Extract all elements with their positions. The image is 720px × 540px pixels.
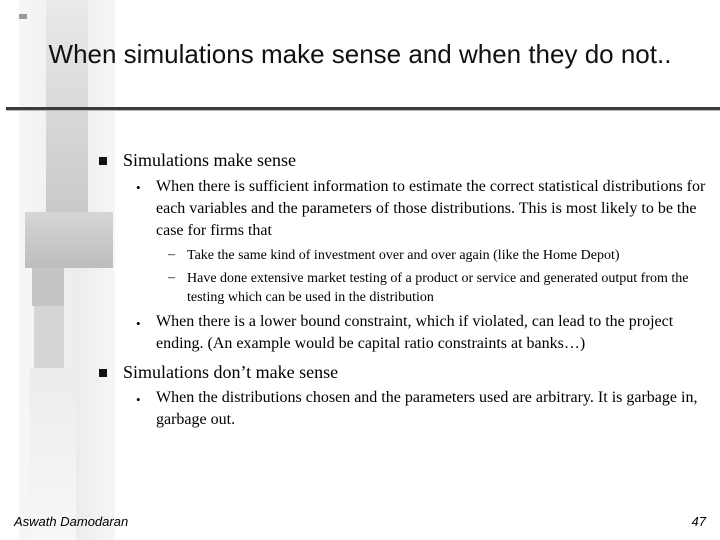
bullet-dot-icon: • — [136, 180, 141, 195]
page-number: 47 — [691, 514, 706, 529]
sub-point: Have done extensive market testing of a product or service and generated output from the testing which can be used in the distribution — [187, 271, 689, 305]
bullet-point: When there is a lower bound constraint, which if violated, can lead to the project ending. (An example would be capital ratio constraints at banks…) — [156, 313, 674, 352]
bullet-dot-icon: • — [136, 392, 141, 407]
dash-bullet-icon: – — [168, 247, 175, 262]
dash-bullet-icon: – — [168, 270, 175, 285]
slide-title: When simulations make sense and when they do not.. — [48, 39, 672, 69]
square-bullet-icon — [99, 157, 107, 165]
bullet-dot-icon: • — [136, 316, 141, 331]
section-heading: Simulations make sense — [123, 150, 296, 170]
bullet-point: When the distributions chosen and the parameters used are arbitrary. It is garbage in, garbage out. — [156, 389, 698, 428]
bullet-point: When there is sufficient information to estimate the correct statistical distributions for each variables and the parameters of those distributions. This is most likely to be the case for firms that — [156, 178, 706, 239]
sub-point: Take the same kind of investment over and over again (like the Home Depot) — [187, 248, 620, 263]
footer-author: Aswath Damodaran — [14, 514, 129, 529]
section-heading: Simulations don’t make sense — [123, 362, 339, 382]
square-bullet-icon — [99, 369, 107, 377]
